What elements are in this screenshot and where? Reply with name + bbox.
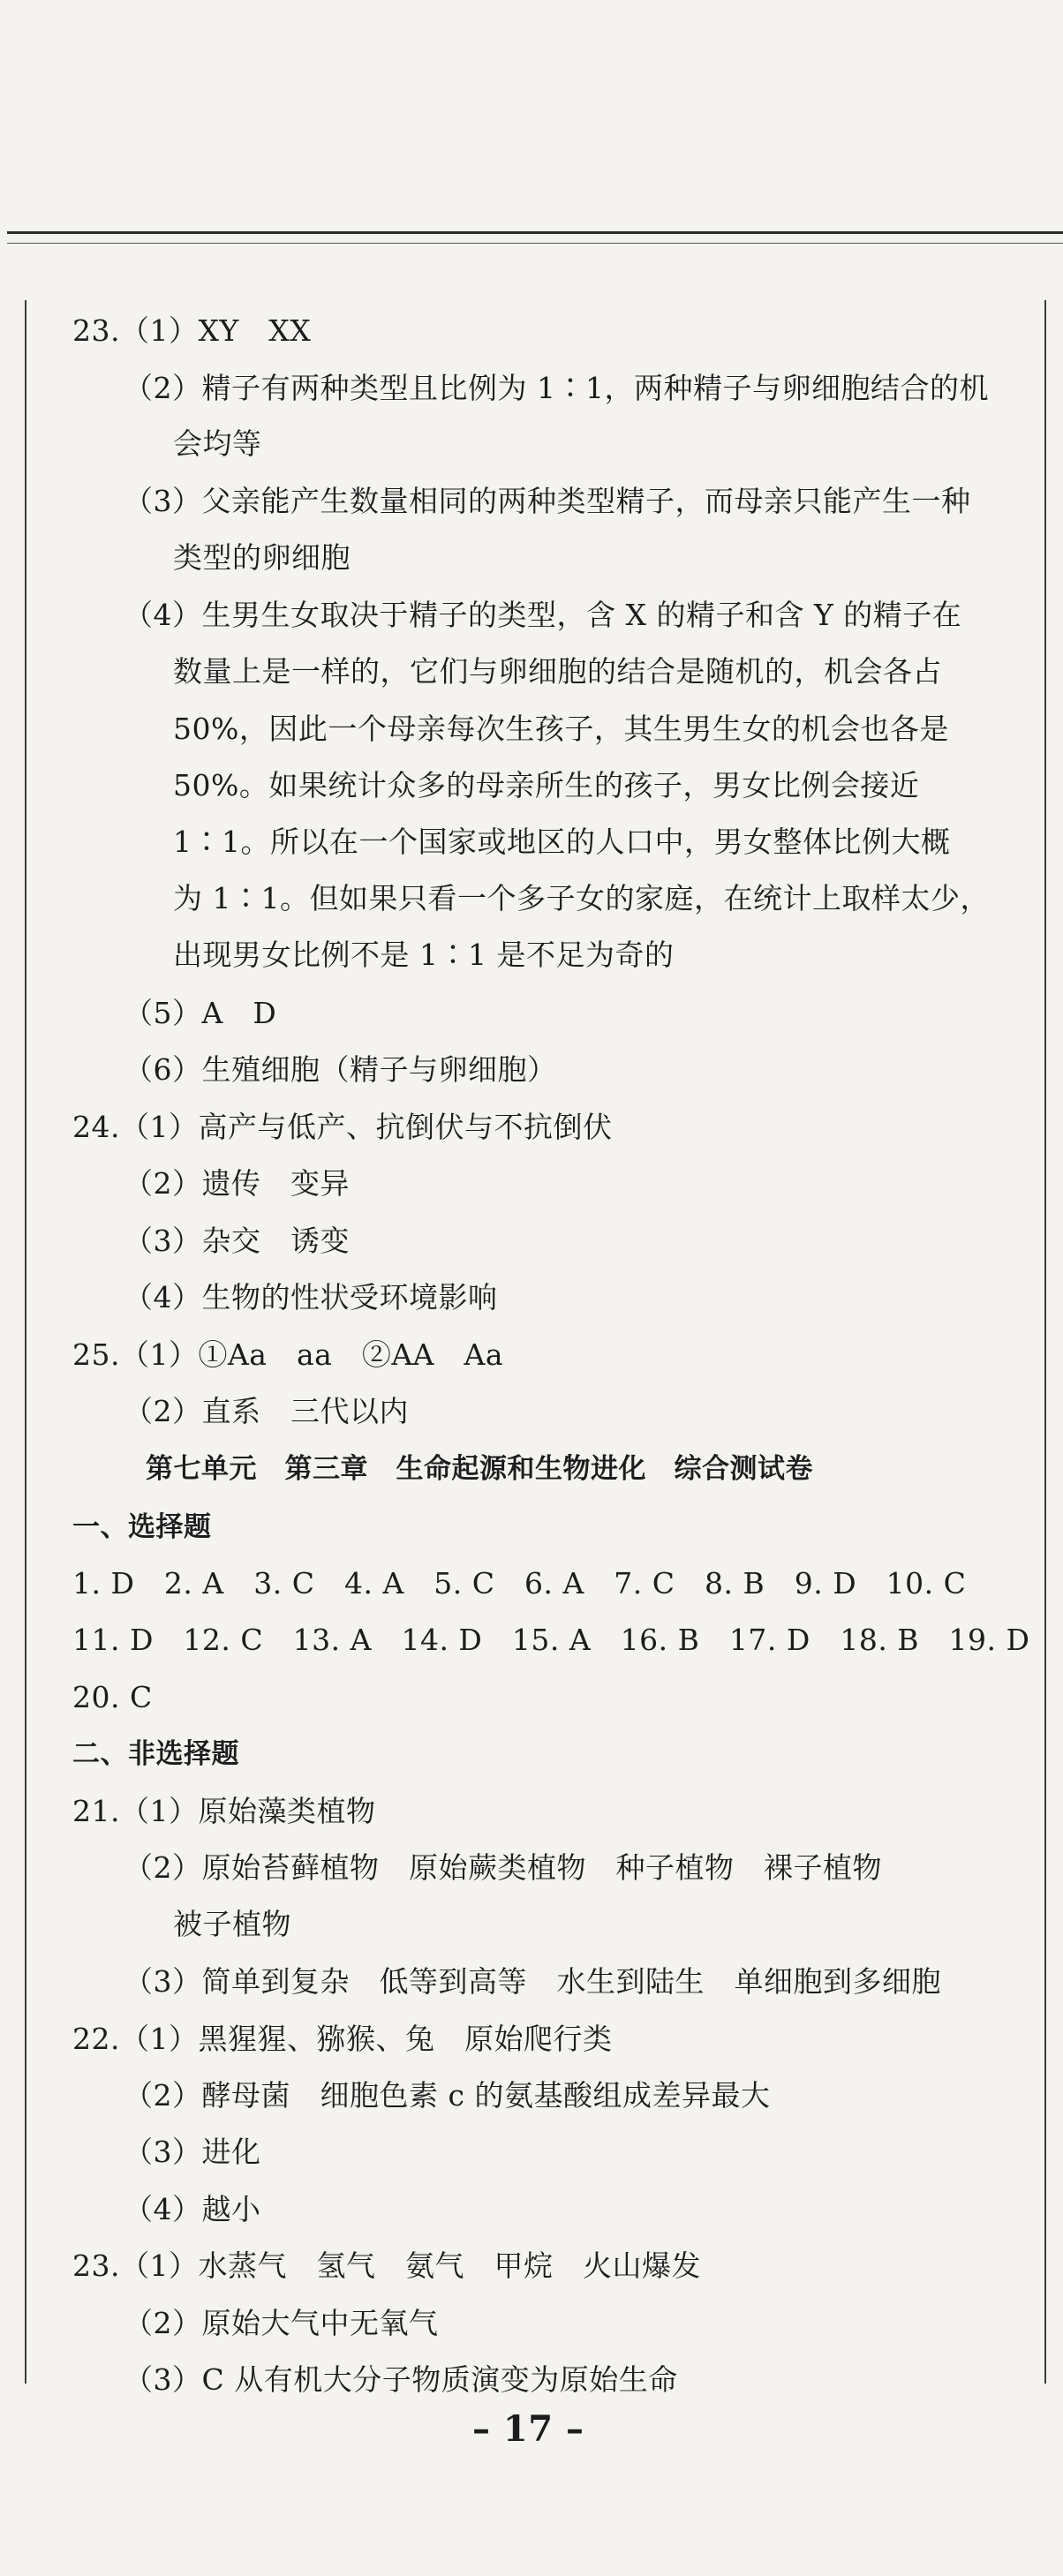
answer-line: （6）生殖细胞（精子与卵细胞） — [124, 1052, 557, 1087]
answer-line: 被子植物 — [173, 1907, 291, 1941]
answer-line: 21.（1）原始藻类植物 — [72, 1794, 376, 1828]
answer-line: （2）酵母菌 细胞色素 c 的氨基酸组成差异最大 — [124, 2078, 771, 2113]
answer-line: 20. C — [72, 1680, 153, 1714]
answer-line: （4）生男生女取决于精子的类型，含 X 的精子和含 Y 的精子在 — [124, 598, 962, 632]
answer-line: （3）简单到复杂 低等到高等 水生到陆生 单细胞到多细胞 — [124, 1964, 941, 1999]
answer-line: 1∶1。所以在一个国家或地区的人口中，男女整体比例大概 — [173, 825, 951, 859]
answer-line: （2）原始大气中无氧气 — [124, 2306, 439, 2340]
answer-line: （2）遗传 变异 — [124, 1166, 350, 1201]
answer-line: （2）原始苔藓植物 原始蕨类植物 种子植物 裸子植物 — [124, 1850, 882, 1885]
answer-line: （3）父亲能产生数量相同的两种类型精子，而母亲只能产生一种 — [124, 484, 971, 518]
answer-line: 数量上是一样的，它们与卵细胞的结合是随机的，机会各占 — [173, 654, 942, 689]
answer-line: 1. D 2. A 3. C 4. A 5. C 6. A 7. C 8. B 9. D 10. C — [72, 1566, 967, 1601]
answer-line: （4）越小 — [124, 2192, 261, 2226]
answer-line: 会均等 — [173, 426, 262, 461]
answer-line: 为 1∶1。但如果只看一个多子女的家庭，在统计上取样太少， — [173, 881, 990, 915]
section-heading: 二、非选择题 — [72, 1738, 239, 1770]
left-margin-line — [25, 300, 26, 2384]
answer-line: 23.（1）XY XX — [72, 313, 312, 348]
header-rule-thin — [7, 243, 1063, 244]
answer-line: 24.（1）高产与低产、抗倒伏与不抗倒伏 — [72, 1110, 613, 1144]
answer-line: 出现男女比例不是 1∶1 是不足为奇的 — [173, 938, 675, 972]
answer-line: （3）杂交 诱变 — [124, 1224, 350, 1258]
header-rule — [7, 231, 1063, 234]
answer-line: 50%。如果统计众多的母亲所生的孩子，男女比例会接近 — [173, 768, 920, 802]
section-heading: 一、选择题 — [72, 1511, 212, 1543]
answer-line: （5）A D — [124, 996, 277, 1030]
answer-line: 22.（1）黑猩猩、猕猴、兔 原始爬行类 — [72, 2022, 613, 2056]
answer-line: 类型的卵细胞 — [173, 540, 351, 575]
answer-line: （2）精子有两种类型且比例为 1∶1，两种精子与卵细胞结合的机 — [124, 371, 989, 405]
page-number: – 17 – — [472, 2408, 584, 2450]
answer-line: （3）进化 — [124, 2135, 261, 2169]
answer-line: （4）生物的性状受环境影响 — [124, 1280, 498, 1314]
answer-line: 25.（1）①Aa aa ②AA Aa — [72, 1337, 503, 1372]
answer-line: 50%，因此一个母亲每次生孩子，其生男生女的机会也各是 — [173, 712, 949, 746]
answer-line: 23.（1）水蒸气 氢气 氨气 甲烷 火山爆发 — [72, 2248, 701, 2283]
answer-line: 11. D 12. C 13. A 14. D 15. A 16. B 17. D 18. B 19. D — [72, 1623, 1030, 1657]
section-heading: 第七单元 第三章 生命起源和生物进化 综合测试卷 — [146, 1453, 813, 1485]
answer-line: （2）直系 三代以内 — [124, 1394, 409, 1428]
answer-line: （3）C 从有机大分子物质演变为原始生命 — [124, 2362, 678, 2397]
right-margin-line — [1044, 300, 1046, 2384]
